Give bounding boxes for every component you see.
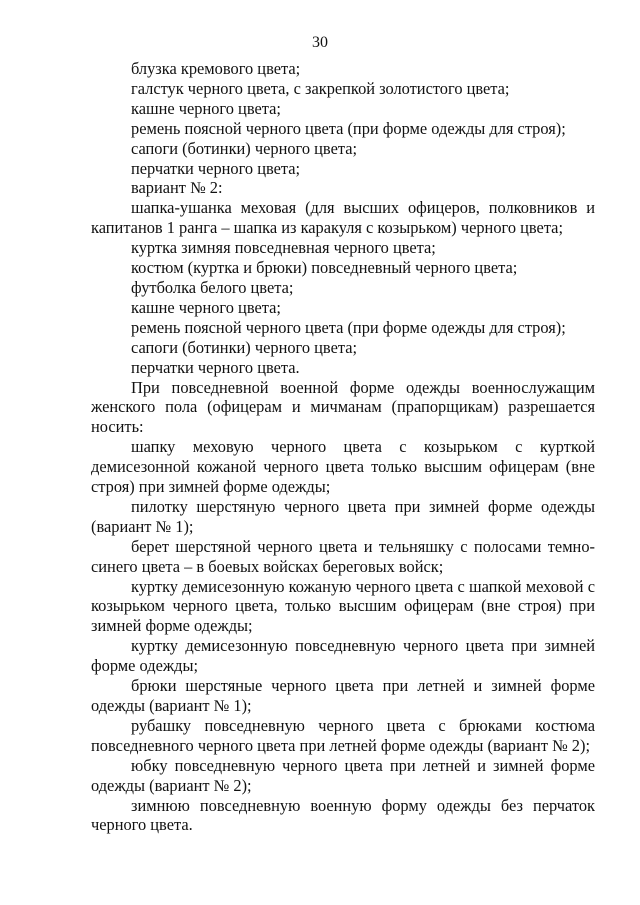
page-number: 30 bbox=[312, 34, 328, 51]
paragraph: кашне черного цвета; bbox=[131, 297, 281, 317]
paragraph: куртка зимняя повседневная черного цвета; bbox=[131, 238, 436, 258]
paragraph: перчатки черного цвета; bbox=[131, 158, 301, 178]
paragraph: юбку повседневную черного цвета при летней и зимней форме одежды (вариант № 2); bbox=[91, 755, 595, 795]
paragraph: ремень поясной черного цвета (при форме одежды для строя); bbox=[131, 317, 566, 337]
paragraph: шапка-ушанка меховая (для высших офицеров, полковников и капитанов 1 ранга – шапка из каракуля с козырьком) черного цвета; bbox=[91, 198, 595, 238]
paragraph: сапоги (ботинки) черного цвета; bbox=[131, 138, 358, 158]
paragraph: вариант № 2: bbox=[131, 178, 223, 198]
paragraph: блузка кремового цвета; bbox=[131, 59, 301, 78]
paragraph: пилотку шерстяную черного цвета при зимней форме одежды (вариант № 1); bbox=[91, 496, 595, 536]
paragraph: перчатки черного цвета. bbox=[131, 357, 300, 377]
paragraph: рубашку повседневную черного цвета с брюками костюма повседневного черного цвета при летней форме одежды (вариант № 2); bbox=[91, 715, 595, 755]
document-body bbox=[91, 59, 595, 835]
paragraph: шапку меховую черного цвета с козырьком с курткой демисезонной кожаной черного цвета только высшим офицерам (вне строя) при зимней форме одежды; bbox=[91, 437, 595, 497]
paragraph: кашне черного цвета; bbox=[131, 98, 281, 118]
paragraph: брюки шерстяные черного цвета при летней и зимней форме одежды (вариант № 1); bbox=[91, 676, 595, 715]
paragraph: При повседневной военной форме одежды военнослужащим женского пола (офицерам и мичманам (прапорщикам) разрешается носить: bbox=[91, 377, 595, 437]
paragraph: куртку демисезонную повседневную черного цвета при зимней форме одежды; bbox=[91, 636, 595, 676]
paragraph: костюм (куртка и брюки) повседневный черного цвета; bbox=[131, 258, 518, 278]
paragraph: куртку демисезонную кожаную черного цвета с шапкой меховой с козырьком черного цвета, только высшим офицерам (вне строя) при зимней форме одежды; bbox=[91, 576, 595, 636]
paragraph: зимнюю повседневную военную форму одежды без перчаток черного цвета. bbox=[91, 795, 595, 835]
paragraph: галстук черного цвета, с закрепкой золотистого цвета; bbox=[131, 78, 510, 98]
paragraph: ремень поясной черного цвета (при форме одежды для строя); bbox=[131, 118, 566, 138]
paragraph: сапоги (ботинки) черного цвета; bbox=[131, 337, 358, 357]
paragraph: футболка белого цвета; bbox=[131, 277, 294, 297]
paragraph: берет шерстяной черного цвета и тельняшку с полосами темно-синего цвета – в боевых войсках береговых войск; bbox=[91, 536, 595, 576]
